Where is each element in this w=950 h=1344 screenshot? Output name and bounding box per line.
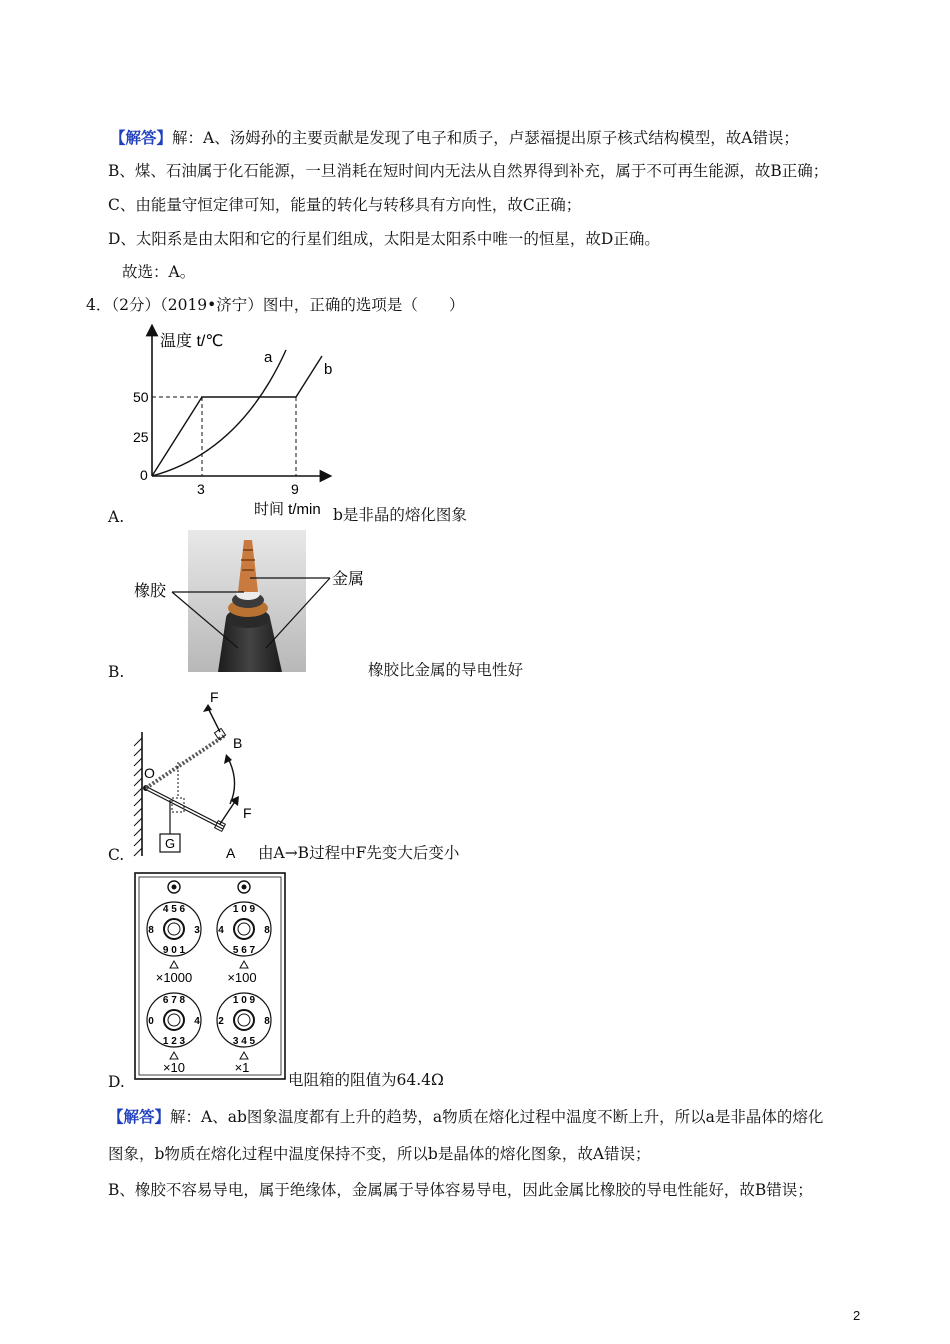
option-a-graph xyxy=(130,322,350,526)
option-b-letter: B. xyxy=(108,663,125,681)
svg-text:3 4 5: 3 4 5 xyxy=(232,1036,256,1047)
multiplier-x1: ×1 xyxy=(234,1060,250,1075)
rotation-arc xyxy=(228,758,235,804)
curve-a-label: a xyxy=(264,349,273,366)
curve-b-label: b xyxy=(324,361,333,378)
svg-text:9 0 1: 9 0 1 xyxy=(162,945,186,956)
svg-text:8: 8 xyxy=(264,1016,270,1027)
option-d-letter: D. xyxy=(108,1073,125,1091)
option-b-cable-figure xyxy=(130,530,380,679)
question4-stem: 4．（2分）（2019•济宁）图中，正确的选项是（ ） xyxy=(86,296,465,314)
multiplier-x100: ×100 xyxy=(227,970,257,985)
curve-b xyxy=(152,356,322,476)
option-a-letter: A. xyxy=(108,508,125,526)
force-arrow-a xyxy=(220,800,236,824)
option-c-lever-figure xyxy=(128,686,263,865)
answer3-line5: 故选：A。 xyxy=(122,263,196,281)
y-tick-0: 0 xyxy=(140,467,148,483)
lever-position-b xyxy=(146,736,224,788)
svg-text:2: 2 xyxy=(218,1016,224,1027)
answer-tag: 【解答】 xyxy=(110,128,173,147)
svg-text:4 5 6: 4 5 6 xyxy=(162,904,186,915)
label-g: G xyxy=(165,836,176,851)
option-a-text: b是非晶的熔化图象 xyxy=(333,506,467,524)
svg-text:8: 8 xyxy=(148,925,154,936)
answer3-line2: B、煤、石油属于化石能源，一旦消耗在短时间内无法从自然界得到补充，属于不可再生能源，故B正确； xyxy=(108,162,829,180)
answer-tag: 【解答】 xyxy=(108,1107,171,1126)
y-tick-50: 50 xyxy=(133,389,149,405)
wall-hatching xyxy=(134,738,142,856)
svg-text:1 0 9: 1 0 9 xyxy=(232,904,256,915)
svg-text:4: 4 xyxy=(194,1016,200,1027)
option-d-resistance-box xyxy=(134,872,286,1086)
svg-text:0: 0 xyxy=(148,1016,154,1027)
svg-text:1 2 3: 1 2 3 xyxy=(162,1036,186,1047)
multiplier-x1000: ×1000 xyxy=(155,970,193,985)
svg-text:1 0 9: 1 0 9 xyxy=(232,995,256,1006)
option-c-letter: C. xyxy=(108,846,125,864)
label-f-top: F xyxy=(210,689,219,705)
page-number: 2 xyxy=(853,1308,861,1323)
label-a: A xyxy=(226,845,236,861)
metal-label: 金属 xyxy=(332,571,365,588)
y-axis-label: 温度 t/℃ xyxy=(160,333,224,350)
force-arrow-b xyxy=(208,708,220,732)
option-b-text: 橡胶比金属的导电性好 xyxy=(368,661,524,679)
x-tick-9: 9 xyxy=(291,481,299,497)
answer4-line3: B、橡胶不容易导电，属于绝缘体，金属属于导体容易导电，因此金属比橡胶的导电性能好，故B错误； xyxy=(108,1181,813,1199)
svg-text:5 6 7: 5 6 7 xyxy=(232,945,256,956)
curve-a xyxy=(152,350,286,476)
svg-text:8: 8 xyxy=(264,925,270,936)
x-tick-3: 3 xyxy=(197,481,205,497)
svg-text:4: 4 xyxy=(218,925,224,936)
label-o: O xyxy=(144,765,155,781)
label-f-low: F xyxy=(243,805,252,821)
label-b: B xyxy=(233,735,243,751)
y-tick-25: 25 xyxy=(133,429,149,445)
answer4-line2: 图象，b物质在熔化过程中温度保持不变，所以b是晶体的熔化图象，故A错误； xyxy=(108,1145,651,1163)
rubber-label: 橡胶 xyxy=(134,583,167,600)
svg-text:3: 3 xyxy=(194,925,200,936)
option-d-text: 电阻箱的阻值为64.4Ω xyxy=(288,1071,444,1089)
x-axis-label: 时间 t/min xyxy=(254,501,321,518)
option-c-text: 由A→B过程中F先变大后变小 xyxy=(258,844,460,862)
answer3-line1: 【解答】解：A、汤姆孙的主要贡献是发现了电子和质子，卢瑟福提出原子核式结构模型，故A错误； xyxy=(110,128,799,147)
answer4-line1: 【解答】解：A、ab图象温度都有上升的趋势，a物质在熔化过程中温度不断上升，所以a是非晶体的熔化 xyxy=(108,1107,824,1126)
answer3-line3: C、由能量守恒定律可知，能量的转化与转移具有方向性，故C正确； xyxy=(108,196,582,214)
svg-text:6 7 8: 6 7 8 xyxy=(162,995,186,1006)
multiplier-x10: ×10 xyxy=(162,1060,186,1075)
answer3-line4: D、太阳系是由太阳和它的行星们组成，太阳是太阳系中唯一的恒星，故D正确。 xyxy=(108,230,660,248)
